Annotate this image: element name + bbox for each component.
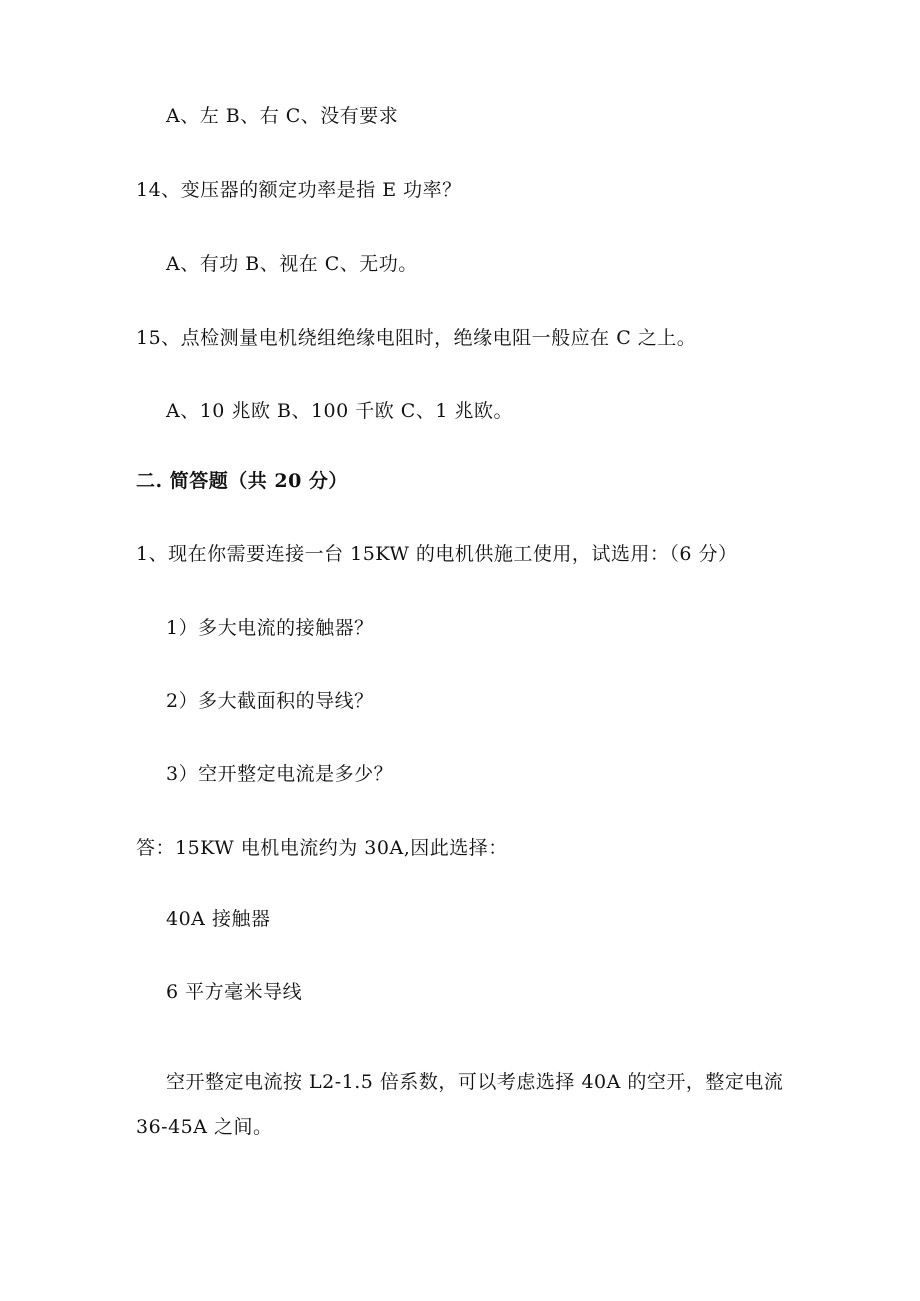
q15-question: 15、点检测量电机绕组绝缘电阻时，绝缘电阻一般应在 C 之上。	[136, 327, 697, 349]
answer-breaker-line-2: 36-45A 之间。	[136, 1116, 273, 1138]
answer-wire: 6 平方毫米导线	[166, 981, 303, 1003]
q15-options: A、10 兆欧 B、100 千欧 C、1 兆欧。	[166, 400, 513, 422]
q14-question: 14、变压器的额定功率是指 E 功率？	[136, 179, 462, 201]
q13-options: A、左 B、右 C、没有要求	[166, 105, 399, 127]
q14-options: A、有功 B、视在 C、无功。	[166, 253, 418, 275]
answer-contactor: 40A 接触器	[166, 908, 271, 930]
sub-question-3: 3）空开整定电流是多少？	[166, 763, 394, 785]
sub-question-2: 2）多大截面积的导线？	[166, 690, 374, 712]
sub-question-1: 1）多大电流的接触器？	[166, 617, 374, 639]
answer-breaker-line-1: 空开整定电流按 L2-1.5 倍系数，可以考虑选择 40A 的空开，整定电流	[166, 1071, 784, 1093]
section-heading: 二. 简答题（共 20 分）	[136, 470, 348, 492]
short-answer-question-1: 1、现在你需要连接一台 15KW 的电机供施工使用，试选用：（6 分）	[136, 543, 738, 565]
answer-intro: 答：15KW 电机电流约为 30A,因此选择：	[136, 837, 508, 859]
